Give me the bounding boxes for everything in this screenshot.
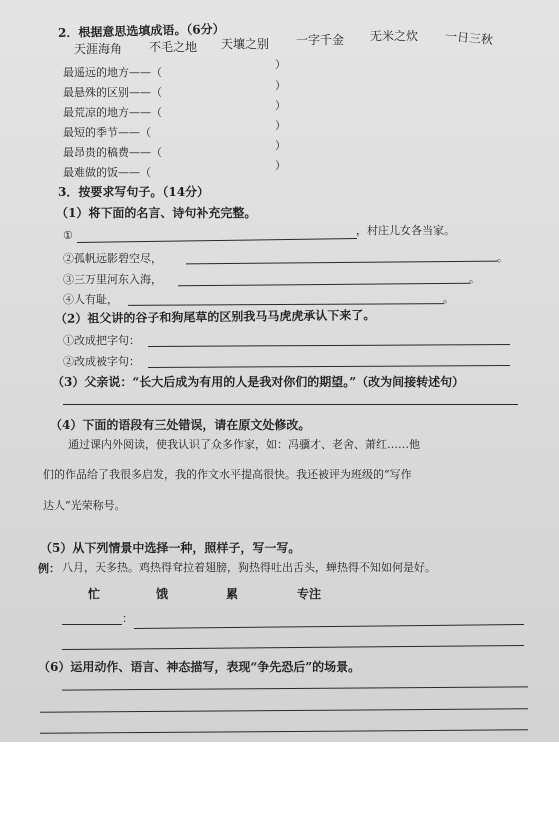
q2-row-prompt: 最悬殊的区别——（ <box>63 86 162 99</box>
q2-row-prompt: 最遥远的地方——（ <box>63 66 162 79</box>
fill-item-tail: ，村庄儿女各当家。 <box>356 224 455 237</box>
rewrite-label: ②改成被字句： <box>63 355 140 368</box>
answer-blank-line[interactable] <box>62 624 122 625</box>
colon-mark: ： <box>122 612 133 625</box>
answer-blank-line[interactable] <box>128 303 444 306</box>
fill-item-tail: 。 <box>469 272 480 285</box>
q2-row-close: ） <box>275 159 286 172</box>
paragraph-line: 通过课内外阅读，使我认识了众多作家，如：冯骥才、老舍、萧红……他 <box>68 438 420 451</box>
q2-row-close: ） <box>275 139 286 152</box>
example-label: 例： <box>38 562 60 575</box>
answer-blank-line[interactable] <box>186 261 498 265</box>
idiom-option: 一日三秋 <box>444 28 494 48</box>
idiom-option: 不毛之地 <box>149 40 198 54</box>
scenario-option: 饿 <box>156 587 169 601</box>
scenario-option: 专注 <box>297 587 322 601</box>
q3-p1-title: （1）将下面的名言、诗句补充完整。 <box>56 206 257 220</box>
answer-blank-line[interactable] <box>62 645 524 650</box>
idiom-option: 天壤之别 <box>221 37 270 51</box>
q2-row-prompt: 最荒凉的地方——（ <box>63 106 162 119</box>
q3-p4-title: （4）下面的语段有三处错误，请在原文处修改。 <box>50 418 311 432</box>
answer-blank-line[interactable] <box>134 624 524 629</box>
answer-blank-line[interactable] <box>148 344 510 347</box>
fill-item-label: ④人有耻， <box>63 293 118 306</box>
answer-blank-line[interactable] <box>63 404 518 405</box>
idiom-option: 一字千金 <box>296 33 345 47</box>
fill-item-tail: 。 <box>443 292 454 305</box>
scenario-option: 累 <box>226 587 239 601</box>
q2-row-close: ） <box>275 79 286 92</box>
fill-item-label: ②孤帆远影碧空尽， <box>63 252 162 265</box>
fill-item-label: ① <box>63 229 73 242</box>
idiom-option: 无米之炊 <box>370 29 419 43</box>
q3-p6-title: （6）运用动作、语言、神态描写，表现“争先恐后”的场景。 <box>38 660 361 674</box>
answer-blank-line[interactable] <box>77 238 357 243</box>
fill-item-label: ③三万里河东入海， <box>63 273 162 286</box>
q3-heading: 3．按要求写句子。（14分） <box>58 185 210 199</box>
example-sentence: 八月，天多热。鸡热得耷拉着翅膀，狗热得吐出舌头，蝉热得不知如何是好。 <box>62 561 436 574</box>
rewrite-label: ①改成把字句： <box>63 334 140 347</box>
answer-blank-line[interactable] <box>62 686 528 690</box>
answer-blank-line[interactable] <box>40 729 528 733</box>
q2-row-prompt: 最短的季节——（ <box>63 126 151 139</box>
q3-p2-title: （2）祖父讲的谷子和狗尾草的区别我马马虎虎承认下来了。 <box>54 308 376 326</box>
q2-row-close: ） <box>275 99 286 112</box>
answer-blank-line[interactable] <box>40 708 528 712</box>
answer-blank-line[interactable] <box>178 283 470 287</box>
idiom-option: 天涯海角 <box>74 42 123 56</box>
q2-row-prompt: 最昂贵的稿费——（ <box>63 146 162 159</box>
paragraph-line: 达人”光荣称号。 <box>43 499 126 512</box>
q3-p5-title: （5）从下列情景中选择一种，照样子，写一写。 <box>40 541 301 555</box>
q2-heading: 2．根据意思选填成语。（6分） <box>57 21 225 41</box>
q2-row-close: ） <box>275 119 286 132</box>
q2-row-close: ） <box>275 58 286 71</box>
q3-p3-title: （3）父亲说：“长大后成为有用的人是我对你们的期望。”（改为间接转述句） <box>52 375 465 389</box>
answer-blank-line[interactable] <box>148 365 510 368</box>
fill-item-tail: 。 <box>497 251 508 264</box>
paragraph-line: 们的作品给了我很多启发，我的作文水平提高很快。我还被评为班级的“写作 <box>43 468 412 481</box>
q2-row-prompt: 最难做的饭——（ <box>63 166 151 179</box>
scenario-option: 忙 <box>88 587 101 601</box>
